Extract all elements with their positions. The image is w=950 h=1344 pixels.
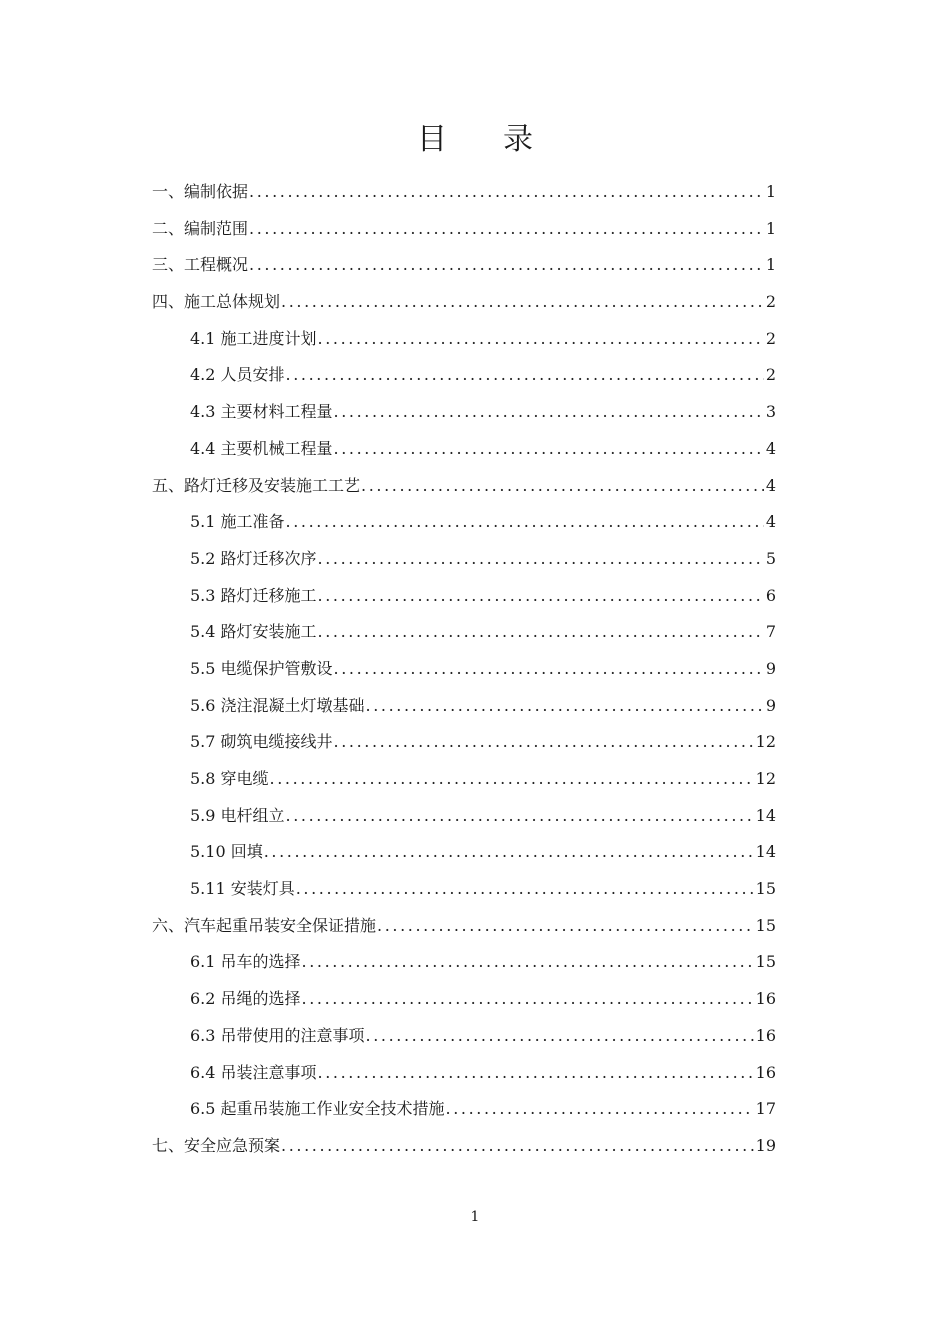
toc-entry[interactable] <box>152 431 776 468</box>
document-title: 目录 <box>417 122 589 157</box>
toc-entry-title: 四、施工总体规划 <box>152 292 281 312</box>
toc-entry[interactable] <box>152 541 776 578</box>
toc-entry-title: 5.7 砌筑电缆接线井 <box>190 732 333 752</box>
toc-entry-title: 6.3 吊带使用的注意事项 <box>190 1025 365 1045</box>
toc-entry-page: 9 <box>765 695 776 715</box>
toc-dot-leader <box>366 688 764 725</box>
toc-entry-page: 15 <box>755 915 776 935</box>
toc-dot-leader <box>318 321 764 358</box>
toc-entry-page: 16 <box>755 989 776 1009</box>
toc-entry-title: 5.11 安装灯具 <box>190 879 295 899</box>
toc-dot-leader <box>334 431 764 468</box>
toc-entry[interactable] <box>152 578 776 615</box>
toc-dot-leader <box>286 504 764 541</box>
toc-entry-title: 6.2 吊绳的选择 <box>190 989 301 1009</box>
toc-entry[interactable] <box>152 504 776 541</box>
toc-entry[interactable] <box>152 394 776 431</box>
toc-entry-page: 2 <box>765 328 776 348</box>
toc-entry[interactable] <box>152 908 776 945</box>
toc-dot-leader <box>446 1091 754 1128</box>
toc-dot-leader <box>302 981 754 1018</box>
toc-dot-leader <box>377 908 754 945</box>
toc-entry-page: 15 <box>755 952 776 972</box>
toc-dot-leader <box>318 614 764 651</box>
toc-entry[interactable] <box>152 1055 776 1092</box>
toc-entry-title: 五、路灯迁移及安装施工工艺 <box>152 475 361 495</box>
toc-entry-title: 4.1 施工进度计划 <box>190 328 317 348</box>
toc-entry[interactable] <box>152 834 776 871</box>
toc-entry-title: 4.3 主要材料工程量 <box>190 402 333 422</box>
toc-dot-leader <box>281 284 764 321</box>
toc-entry[interactable] <box>152 321 776 358</box>
toc-dot-leader <box>264 834 754 871</box>
toc-entry-page: 5 <box>765 548 776 568</box>
toc-dot-leader <box>302 944 754 981</box>
toc-entry-page: 4 <box>765 475 776 495</box>
toc-dot-leader <box>249 174 764 211</box>
toc-entry-title: 6.1 吊车的选择 <box>190 952 301 972</box>
toc-entry[interactable] <box>152 944 776 981</box>
toc-entry-page: 3 <box>765 402 776 422</box>
toc-entry[interactable] <box>152 981 776 1018</box>
toc-entry[interactable] <box>152 211 776 248</box>
toc-dot-leader <box>366 1018 754 1055</box>
toc-entry-title: 6.5 起重吊装施工作业安全技术措施 <box>190 1099 445 1119</box>
toc-entry[interactable] <box>152 614 776 651</box>
toc-dot-leader <box>318 541 764 578</box>
table-of-contents <box>152 174 776 1165</box>
toc-entry-page: 1 <box>765 182 776 201</box>
toc-entry-title: 4.4 主要机械工程量 <box>190 438 333 458</box>
toc-entry-page: 14 <box>755 842 776 862</box>
toc-entry-title: 5.5 电缆保护管敷设 <box>190 658 333 678</box>
toc-entry-page: 16 <box>755 1062 776 1082</box>
toc-entry-page: 16 <box>755 1025 776 1045</box>
toc-dot-leader <box>249 247 764 284</box>
toc-entry-title: 5.8 穿电缆 <box>190 769 269 788</box>
toc-entry-title: 6.4 吊装注意事项 <box>190 1062 317 1082</box>
toc-dot-leader <box>361 468 764 505</box>
toc-entry-title: 一、编制依据 <box>152 182 249 201</box>
toc-dot-leader <box>334 724 754 761</box>
toc-entry[interactable] <box>152 1128 776 1165</box>
toc-entry-title: 5.9 电杆组立 <box>190 805 285 825</box>
toc-dot-leader <box>286 357 764 394</box>
toc-entry[interactable] <box>152 688 776 725</box>
toc-entry-title: 5.10 回填 <box>190 842 263 862</box>
toc-dot-leader <box>281 1128 754 1165</box>
toc-entry-title: 5.2 路灯迁移次序 <box>190 548 317 568</box>
toc-entry-title: 5.6 浇注混凝土灯墩基础 <box>190 695 365 715</box>
toc-entry-title: 5.4 路灯安装施工 <box>190 622 317 642</box>
toc-dot-leader <box>286 798 754 835</box>
toc-entry[interactable] <box>152 798 776 835</box>
toc-entry-title: 4.2 人员安排 <box>190 365 285 385</box>
toc-dot-leader <box>318 578 764 615</box>
toc-entry-page: 1 <box>765 218 776 238</box>
toc-dot-leader <box>334 394 764 431</box>
toc-entry-title: 5.1 施工准备 <box>190 512 285 532</box>
toc-entry-page: 6 <box>765 585 776 605</box>
toc-entry[interactable] <box>152 468 776 505</box>
toc-dot-leader <box>296 871 754 908</box>
toc-entry-page: 12 <box>755 769 776 788</box>
toc-entry[interactable] <box>152 284 776 321</box>
toc-entry-page: 19 <box>755 1135 776 1155</box>
toc-entry[interactable] <box>152 651 776 688</box>
toc-entry-page: 1 <box>765 255 776 275</box>
toc-entry[interactable] <box>152 724 776 761</box>
toc-entry-page: 17 <box>755 1099 776 1119</box>
toc-entry-page: 9 <box>765 658 776 678</box>
toc-dot-leader <box>270 761 754 798</box>
toc-entry[interactable] <box>152 357 776 394</box>
toc-entry-page: 15 <box>755 879 776 899</box>
toc-entry-title: 二、编制范围 <box>152 218 249 238</box>
toc-entry[interactable] <box>152 761 776 798</box>
toc-entry-page: 4 <box>765 512 776 532</box>
toc-entry-page: 14 <box>755 805 776 825</box>
toc-entry[interactable] <box>152 871 776 908</box>
toc-entry[interactable] <box>152 1018 776 1055</box>
toc-dot-leader <box>334 651 764 688</box>
toc-dot-leader <box>318 1055 754 1092</box>
toc-entry-title: 七、安全应急预案 <box>152 1135 281 1155</box>
page-number: 1 <box>470 1209 480 1225</box>
toc-entry-page: 2 <box>765 365 776 385</box>
toc-entry-page: 4 <box>765 438 776 458</box>
toc-entry-page: 12 <box>755 732 776 752</box>
toc-entry-title: 六、汽车起重吊装安全保证措施 <box>152 915 377 935</box>
toc-entry-title: 5.3 路灯迁移施工 <box>190 585 317 605</box>
toc-entry[interactable] <box>152 1091 776 1128</box>
toc-entry-title: 三、工程概况 <box>152 255 249 275</box>
toc-entry-page: 7 <box>765 622 776 642</box>
toc-entry[interactable] <box>152 174 776 211</box>
toc-entry-page: 2 <box>765 292 776 312</box>
toc-entry[interactable] <box>152 247 776 284</box>
toc-dot-leader <box>249 211 764 248</box>
